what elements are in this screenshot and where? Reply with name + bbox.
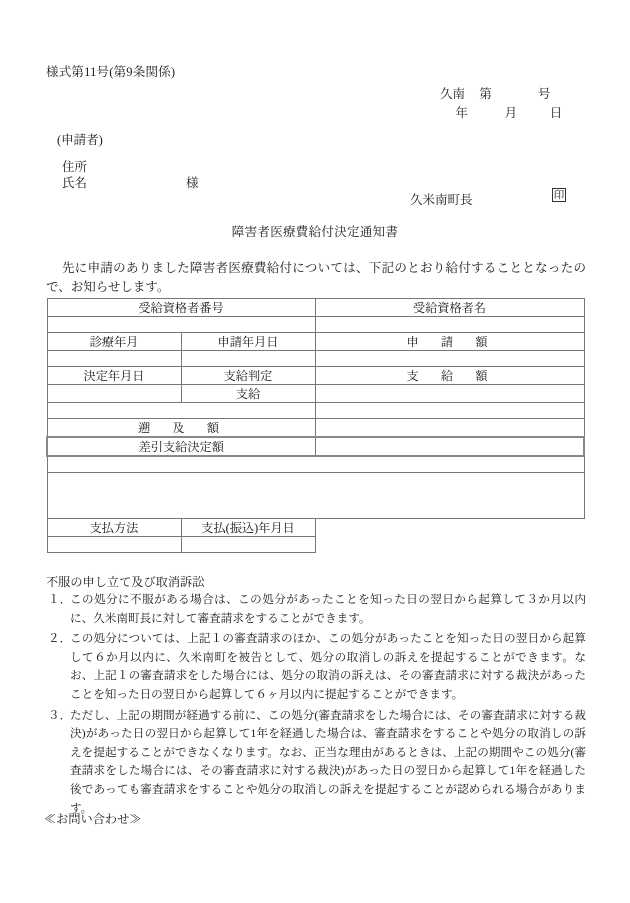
cell-notes-area[interactable] [47, 472, 584, 518]
document-title: 障害者医療費給付決定通知書 [231, 225, 399, 239]
cell-application-amount-value[interactable] [315, 351, 584, 367]
appeal-item-2-text: この処分については、上記１の審査請求のほか、この処分があったことを知った日の翌日から起算して６か月以内に、久米南町を被告として、処分の取消しの訴えを提起することができます。なお、上記１の審査請求をした場合には、処分の取消の訴えは、その審査請求に対する裁決があったことを知った日の翌日から起算して６ヶ月以内に提起することができます。 [70, 632, 586, 701]
cell-treatment-month-value[interactable] [47, 351, 181, 367]
cell-payment-transfer-date-value[interactable] [181, 536, 315, 552]
document-number-dai: 第 [479, 87, 492, 101]
cell-recipient-name-value[interactable] [315, 317, 584, 333]
date-day-label: 日 [549, 106, 563, 120]
appeal-item-1 [46, 591, 586, 628]
form-number: 様式第11号(第9条関係) [46, 65, 176, 79]
table-row-retroactive [47, 419, 584, 438]
table-row-application-headers [47, 333, 584, 351]
benefit-decision-table [46, 298, 585, 553]
cell-net-payment-value[interactable] [315, 437, 584, 456]
appeal-item-3-text: ただし、上記の期間が経過する前に、この処分(審査請求をした場合には、その審査請求に対する裁決)があった日の翌日から起算して1年を経過した場合は、審査請求をすることや処分の取消しの訴えを提起することができなくなります。なお、正当な理由があるときは、上記の期間やこの処分(審査請求をした場合には、その審査請求に対する裁決)があった日の翌日から起算して1年を経過した後であっても審査請求をすることや処分の取消しの訴えを提起することが認められる場合があります。 [70, 708, 586, 815]
cell-blank-left[interactable] [47, 403, 315, 419]
address-label: 住所 [62, 160, 88, 174]
cell-payment-filler-bottom [315, 536, 584, 552]
cell-application-date-value[interactable] [181, 351, 315, 367]
table-row-notes-thin [47, 456, 584, 472]
cell-payment-judgement-header: 支給判定 [181, 367, 315, 385]
cell-payment-amount-header: 支 給 額 [315, 367, 584, 385]
appeal-item-1-text: この処分に不服がある場合は、この処分があったことを知った日の翌日から起算して３か月以内に、久米南町長に対して審査請求をすることができます。 [70, 593, 586, 625]
table-row-recipient-headers [47, 299, 584, 317]
table-row-payment-headers [47, 518, 584, 536]
cell-application-date-header: 申請年月日 [181, 333, 315, 351]
table-row-notes-area [47, 472, 584, 518]
cell-payment-method-header: 支払方法 [47, 518, 181, 536]
table-row-blank-spacer [47, 403, 584, 419]
table-row-decision-values [47, 385, 584, 403]
table-row-net-payment [47, 437, 584, 456]
cell-application-amount-header: 申 請 額 [315, 333, 584, 351]
applicant-label: (申請者) [57, 133, 103, 147]
intro-paragraph: 先に申請のありました障害者医療費給付については、下記のとおり給付することとなったので、お知らせします。 [46, 261, 586, 294]
seal-stamp-icon: 印 [553, 190, 565, 201]
appeal-item-3 [46, 707, 586, 819]
cell-treatment-month-header: 診療年月 [47, 333, 181, 351]
cell-payment-filler-top [315, 518, 584, 536]
document-number-prefix: 久南 [440, 87, 466, 101]
cell-payment-method-value[interactable] [47, 536, 181, 552]
cell-retroactive-amount-header: 遡 及 額 [47, 419, 315, 438]
appeal-item-2 [46, 630, 586, 704]
document-number-gou: 号 [538, 87, 551, 101]
name-honorific: 様 [186, 176, 199, 190]
cell-payment-judgement-value: 支給 [181, 385, 315, 403]
cell-retroactive-amount-value[interactable] [315, 419, 584, 438]
cell-recipient-number-value[interactable] [47, 317, 315, 333]
table-row-payment-values [47, 536, 584, 552]
cell-blank-right[interactable] [315, 403, 584, 419]
cell-net-payment-header: 差引支給決定額 [47, 437, 315, 456]
contact-heading: ≪お問い合わせ≫ [44, 812, 142, 826]
table-row-recipient-values [47, 317, 584, 333]
table-row-decision-headers [47, 367, 584, 385]
appeal-items-list [46, 591, 586, 820]
cell-payment-transfer-date-header: 支払(振込)年月日 [181, 518, 315, 536]
document-number-line [440, 84, 551, 102]
appeal-section-heading: 不服の申し立て及び取消訴訟 [46, 575, 205, 589]
cell-decision-date-value[interactable] [47, 385, 181, 403]
appeal-item-2-number: ２． [48, 632, 72, 646]
document-date-line [440, 103, 562, 121]
appeal-item-3-number: ３． [48, 708, 72, 722]
issuer-name: 久米南町長 [410, 193, 473, 207]
cell-recipient-name-header: 受給資格者名 [315, 299, 584, 317]
name-label: 氏名 [62, 176, 88, 190]
cell-payment-amount-value[interactable] [315, 385, 584, 403]
cell-decision-date-header: 決定年月日 [47, 367, 181, 385]
date-month-label: 月 [504, 106, 518, 120]
date-year-label: 年 [455, 106, 468, 120]
cell-notes-row[interactable] [47, 456, 584, 472]
appeal-item-1-number: １． [48, 593, 72, 606]
table-row-application-values [47, 351, 584, 367]
cell-recipient-number-header: 受給資格者番号 [47, 299, 315, 317]
